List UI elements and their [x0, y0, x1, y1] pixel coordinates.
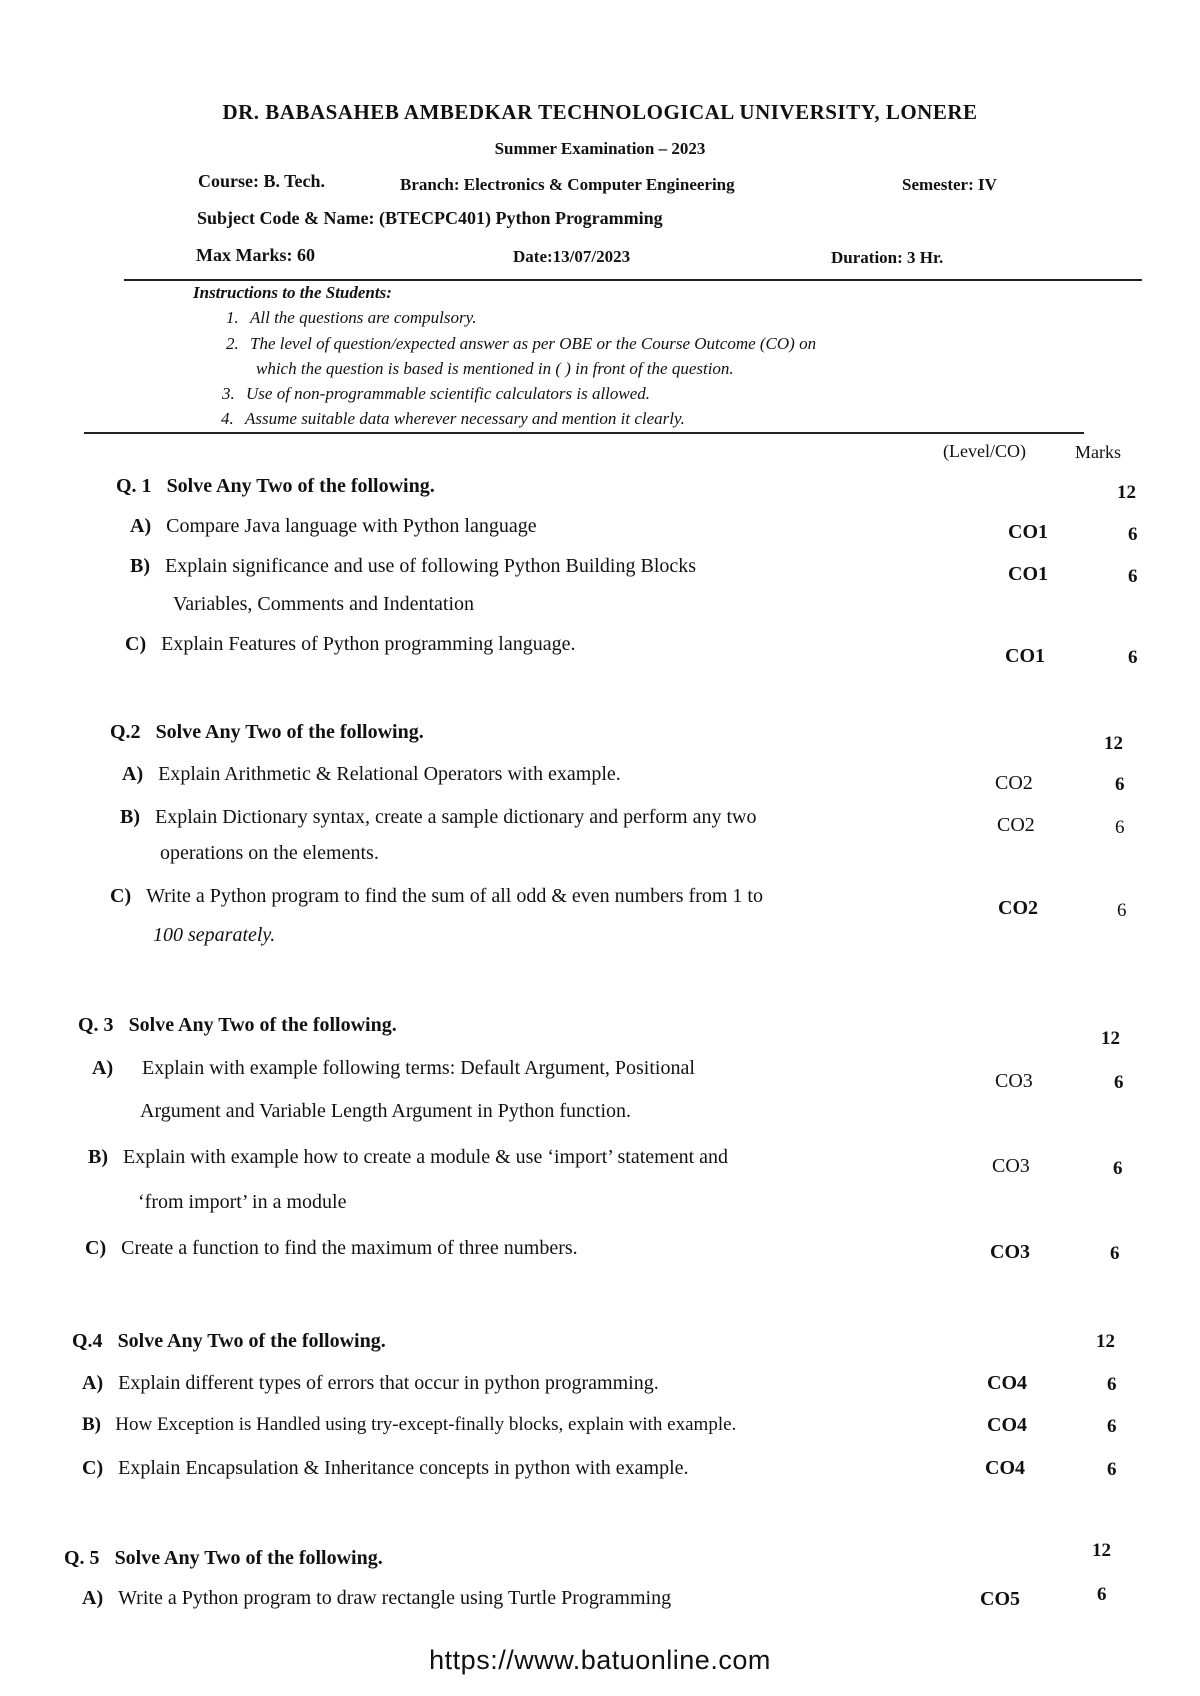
instruction-item: 4. Assume suitable data wherever necessary and mention it clearly. — [221, 409, 685, 428]
co-level: CO3 — [990, 1241, 1030, 1263]
question-part: B) Explain significance and use of following Python Building Blocks — [130, 555, 697, 577]
co-level: CO2 — [997, 814, 1035, 836]
course: Course: B. Tech. — [198, 171, 326, 191]
part-marks: 6 — [1115, 774, 1125, 795]
level-co-heading: (Level/CO) — [943, 441, 1026, 461]
exam-date: Date:13/07/2023 — [513, 247, 631, 266]
question-part-continued: 100 separately. — [153, 924, 276, 946]
co-level: CO2 — [998, 897, 1038, 919]
part-marks: 6 — [1110, 1243, 1120, 1264]
question-part: A) Explain different types of errors that occur in python programming. — [82, 1372, 659, 1394]
part-marks: 6 — [1128, 566, 1138, 587]
instructions-divider — [84, 432, 1084, 434]
co-level: CO4 — [985, 1457, 1025, 1479]
instruction-item: 3. Use of non-programmable scientific calculators is allowed. — [222, 384, 651, 403]
instructions-title: Instructions to the Students: — [193, 283, 392, 302]
part-marks: 6 — [1107, 1416, 1117, 1437]
co-level: CO3 — [995, 1070, 1033, 1092]
university-name: DR. BABASAHEB AMBEDKAR TECHNOLOGICAL UNIVERSITY, LONERE — [222, 100, 978, 124]
co-level: CO4 — [987, 1372, 1027, 1394]
question-part: C) Create a function to find the maximum of three numbers. — [85, 1237, 578, 1259]
part-marks: 6 — [1128, 524, 1138, 545]
instruction-item: 1. All the questions are compulsory. — [226, 308, 477, 327]
question-heading: Q. 5 Solve Any Two of the following. — [64, 1547, 383, 1569]
question-marks: 12 — [1096, 1331, 1115, 1352]
instruction-item-continued: which the question is based is mentioned in ( ) in front of the question. — [256, 359, 734, 378]
question-part: A) Compare Java language with Python language — [130, 515, 537, 537]
subject: Subject Code & Name: (BTECPC401) Python Programming — [197, 208, 663, 228]
question-part: A) Explain Arithmetic & Relational Operators with example. — [122, 763, 621, 785]
question-part: C) Explain Encapsulation & Inheritance concepts in python with example. — [82, 1457, 689, 1479]
question-heading: Q.2 Solve Any Two of the following. — [110, 721, 424, 743]
question-marks: 12 — [1104, 733, 1123, 754]
question-part-continued: operations on the elements. — [160, 842, 379, 864]
footer-url[interactable]: https://www.batuonline.com — [429, 1645, 771, 1675]
question-marks: 12 — [1101, 1028, 1120, 1049]
part-marks: 6 — [1115, 817, 1125, 838]
header-divider — [124, 279, 1142, 281]
question-part: C) Explain Features of Python programming language. — [125, 633, 576, 655]
question-part: B) Explain Dictionary syntax, create a sample dictionary and perform any two — [120, 806, 757, 828]
question-part: A) — [92, 1057, 114, 1079]
part-marks: 6 — [1097, 1584, 1107, 1605]
part-marks: 6 — [1128, 647, 1138, 668]
question-part: B) How Exception is Handled using try-except-finally blocks, explain with example. — [82, 1414, 737, 1435]
question-part-continued: Variables, Comments and Indentation — [173, 593, 475, 615]
question-part-continued: Argument and Variable Length Argument in Python function. — [140, 1100, 632, 1122]
part-marks: 6 — [1114, 1072, 1124, 1093]
question-heading: Q. 1 Solve Any Two of the following. — [116, 475, 435, 497]
part-marks: 6 — [1113, 1158, 1123, 1179]
question-part: A) Write a Python program to draw rectangle using Turtle Programming — [82, 1587, 672, 1609]
question-heading: Q. 3 Solve Any Two of the following. — [78, 1014, 397, 1036]
co-level: CO2 — [995, 772, 1033, 794]
duration: Duration: 3 Hr. — [831, 248, 944, 267]
part-marks: 6 — [1107, 1374, 1117, 1395]
semester: Semester: IV — [902, 175, 997, 194]
instruction-item: 2. The level of question/expected answer as per OBE or the Course Outcome (CO) on — [226, 334, 817, 353]
question-part: C) Write a Python program to find the sum of all odd & even numbers from 1 to — [110, 885, 763, 907]
branch: Branch: Electronics & Computer Engineering — [400, 175, 735, 194]
co-level: CO1 — [1008, 521, 1048, 543]
co-level: CO1 — [1005, 645, 1045, 667]
question-marks: 12 — [1092, 1540, 1111, 1561]
question-heading: Q.4 Solve Any Two of the following. — [72, 1330, 386, 1352]
co-level: CO3 — [992, 1155, 1030, 1177]
max-marks: Max Marks: 60 — [196, 245, 315, 265]
question-part-text: Explain with example following terms: Default Argument, Positional — [142, 1057, 695, 1079]
part-marks: 6 — [1117, 900, 1127, 921]
marks-heading: Marks — [1075, 442, 1121, 462]
exam-title: Summer Examination – 2023 — [494, 139, 706, 158]
co-level: CO4 — [987, 1414, 1027, 1436]
question-marks: 12 — [1117, 482, 1136, 503]
co-level: CO1 — [1008, 563, 1048, 585]
part-marks: 6 — [1107, 1459, 1117, 1480]
question-part: B) Explain with example how to create a module & use ‘import’ statement and — [88, 1146, 728, 1168]
question-part-continued: ‘from import’ in a module — [138, 1191, 347, 1213]
co-level: CO5 — [980, 1588, 1020, 1610]
